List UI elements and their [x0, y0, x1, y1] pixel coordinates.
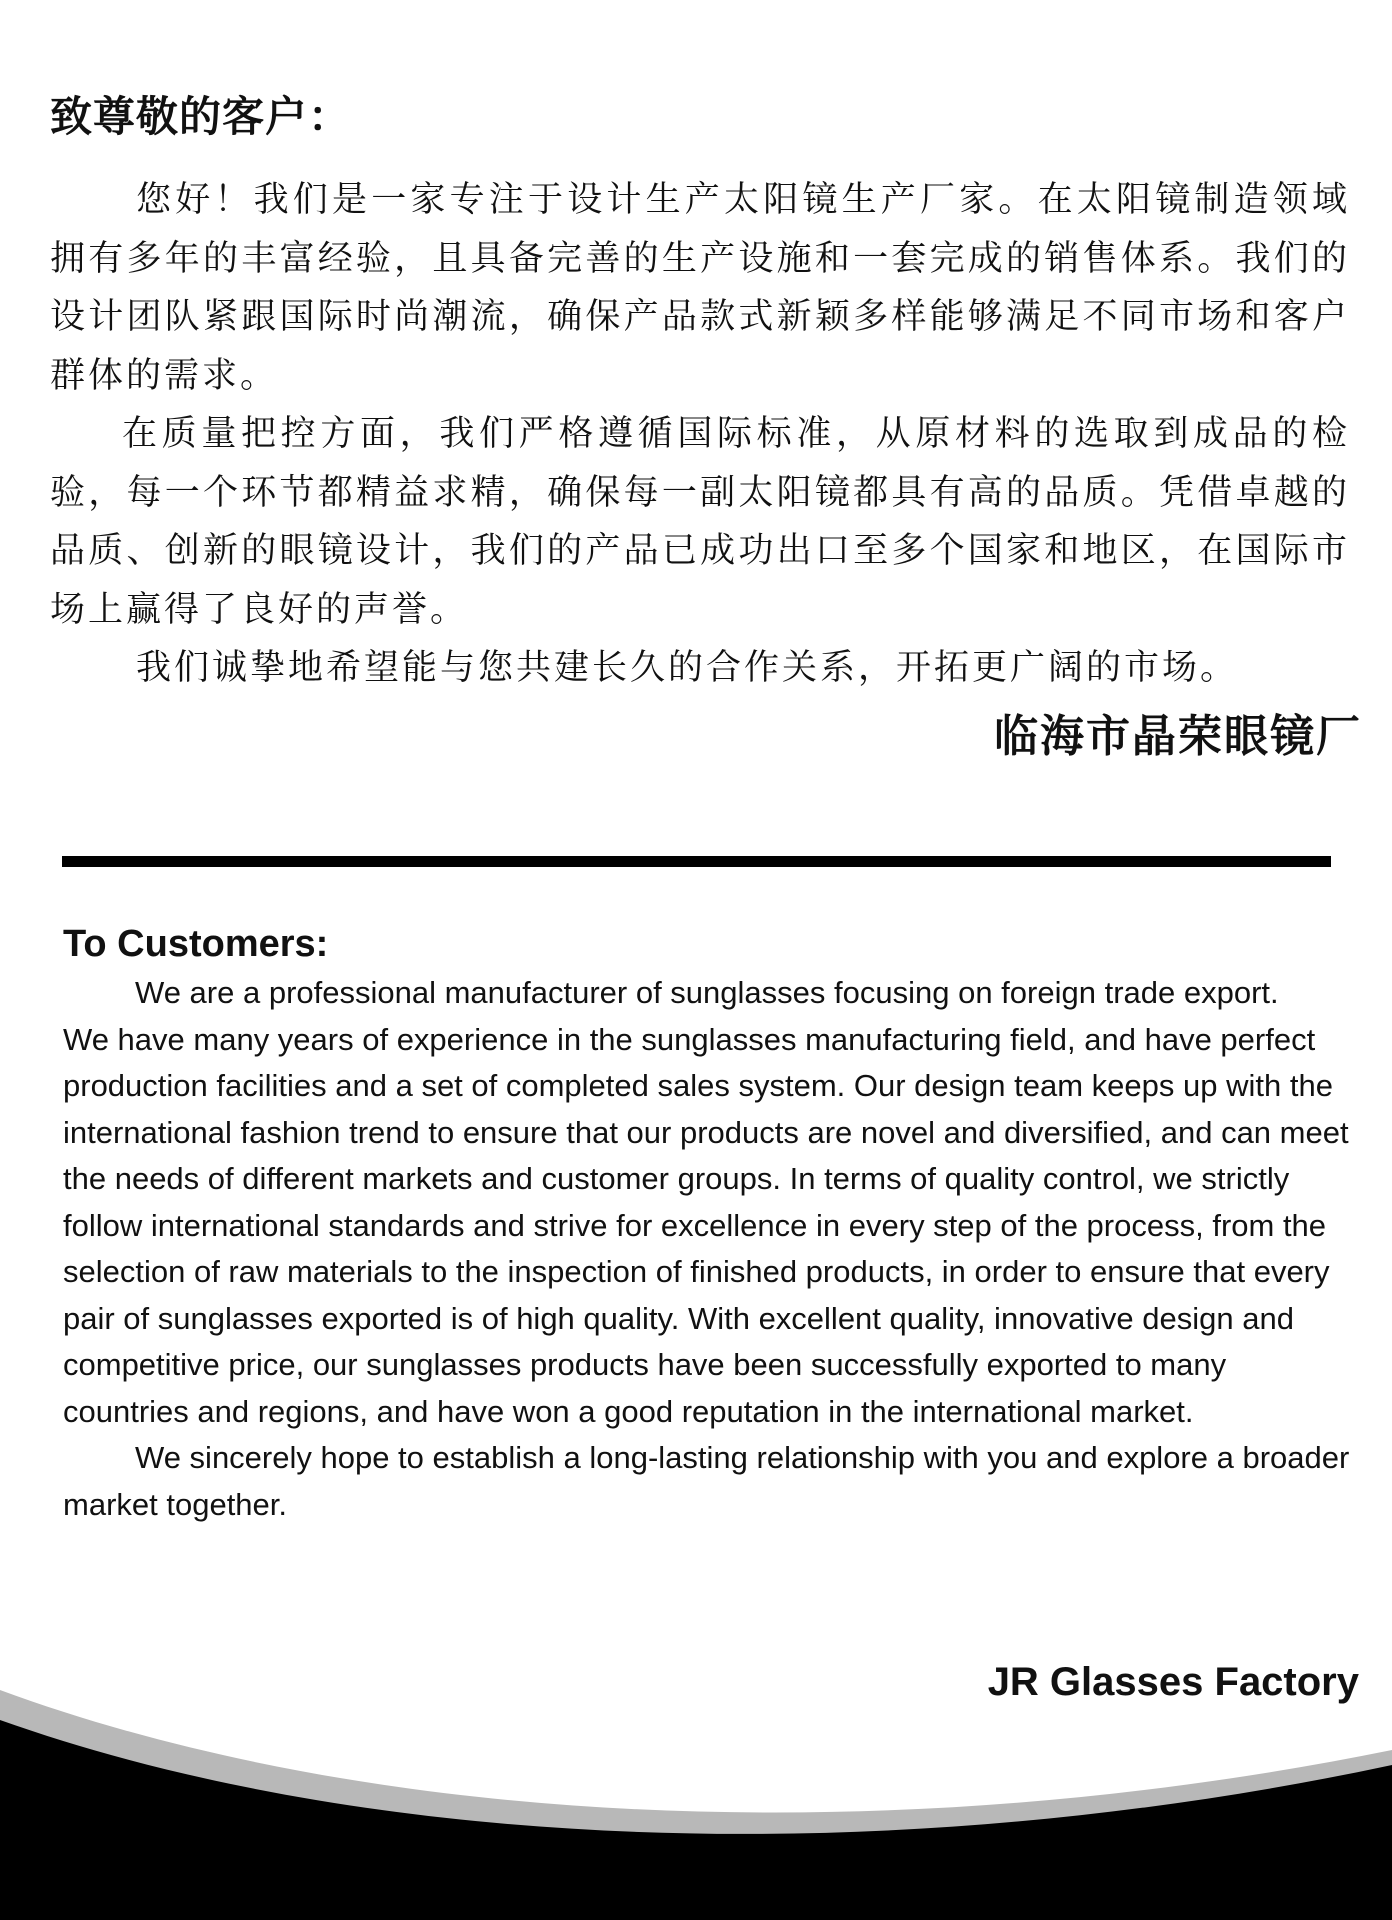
chinese-paragraph-2: 在质量把控方面，我们严格遵循国际标准，从原材料的选取到成品的检验，每一个环节都精益求精，确保每一副太阳镜都具有高的品质。凭借卓越的品质、创新的眼镜设计，我们的产品已成功出口至多个国家和地区，在国际市场上赢得了良好的声誉。: [50, 414, 1350, 630]
chinese-title: 致尊敬的客户：: [50, 92, 352, 141]
english-letter: [63, 918, 1353, 1528]
section-divider: [62, 856, 1331, 867]
bottom-swoosh-decoration: [0, 1600, 1392, 1920]
chinese-paragraph-1: 您好！我们是一家专注于设计生产太阳镜生产厂家。在太阳镜制造领域拥有多年的丰富经验，且具备完善的生产设施和一套完成的销售体系。我们的设计团队紧跟国际时尚潮流，确保产品款式新颖多样能够满足不同市场和客户群体的需求。: [50, 180, 1350, 396]
english-signature: JR Glasses Factory: [987, 1660, 1359, 1704]
chinese-paragraph-3: 我们诚挚地希望能与您共建长久的合作关系，开拓更广阔的市场。: [136, 648, 1239, 688]
chinese-signature: 临海市晶荣眼镜厂: [994, 711, 1362, 762]
english-paragraph-2: We have many years of experience in the sunglasses manufacturing field, and have perfect production facilities and a set of completed sales system. Our design team keeps up with the international fashion trend to ensure that our products are novel and diversified, and can meet the needs of different markets and customer groups. In terms of quality control, we strictly follow international standards and strive for excellence in every step of the process, from the selection of raw materials to the inspection of finished products, in order to ensure that every pair of sunglasses exported is of high quality. With excellent quality, innovative design and competitive price, our sunglasses products have been successfully exported to many countries and regions, and have won a good reputation in the international market.: [63, 1021, 1349, 1429]
chinese-letter: [50, 85, 1350, 698]
english-paragraph-3: We sincerely hope to establish a long-lasting relationship with you and explore a broader market together.: [63, 1440, 1350, 1522]
english-title: To Customers:: [63, 923, 329, 965]
english-paragraph-1: We are a professional manufacturer of sunglasses focusing on foreign trade export.: [135, 975, 1279, 1010]
